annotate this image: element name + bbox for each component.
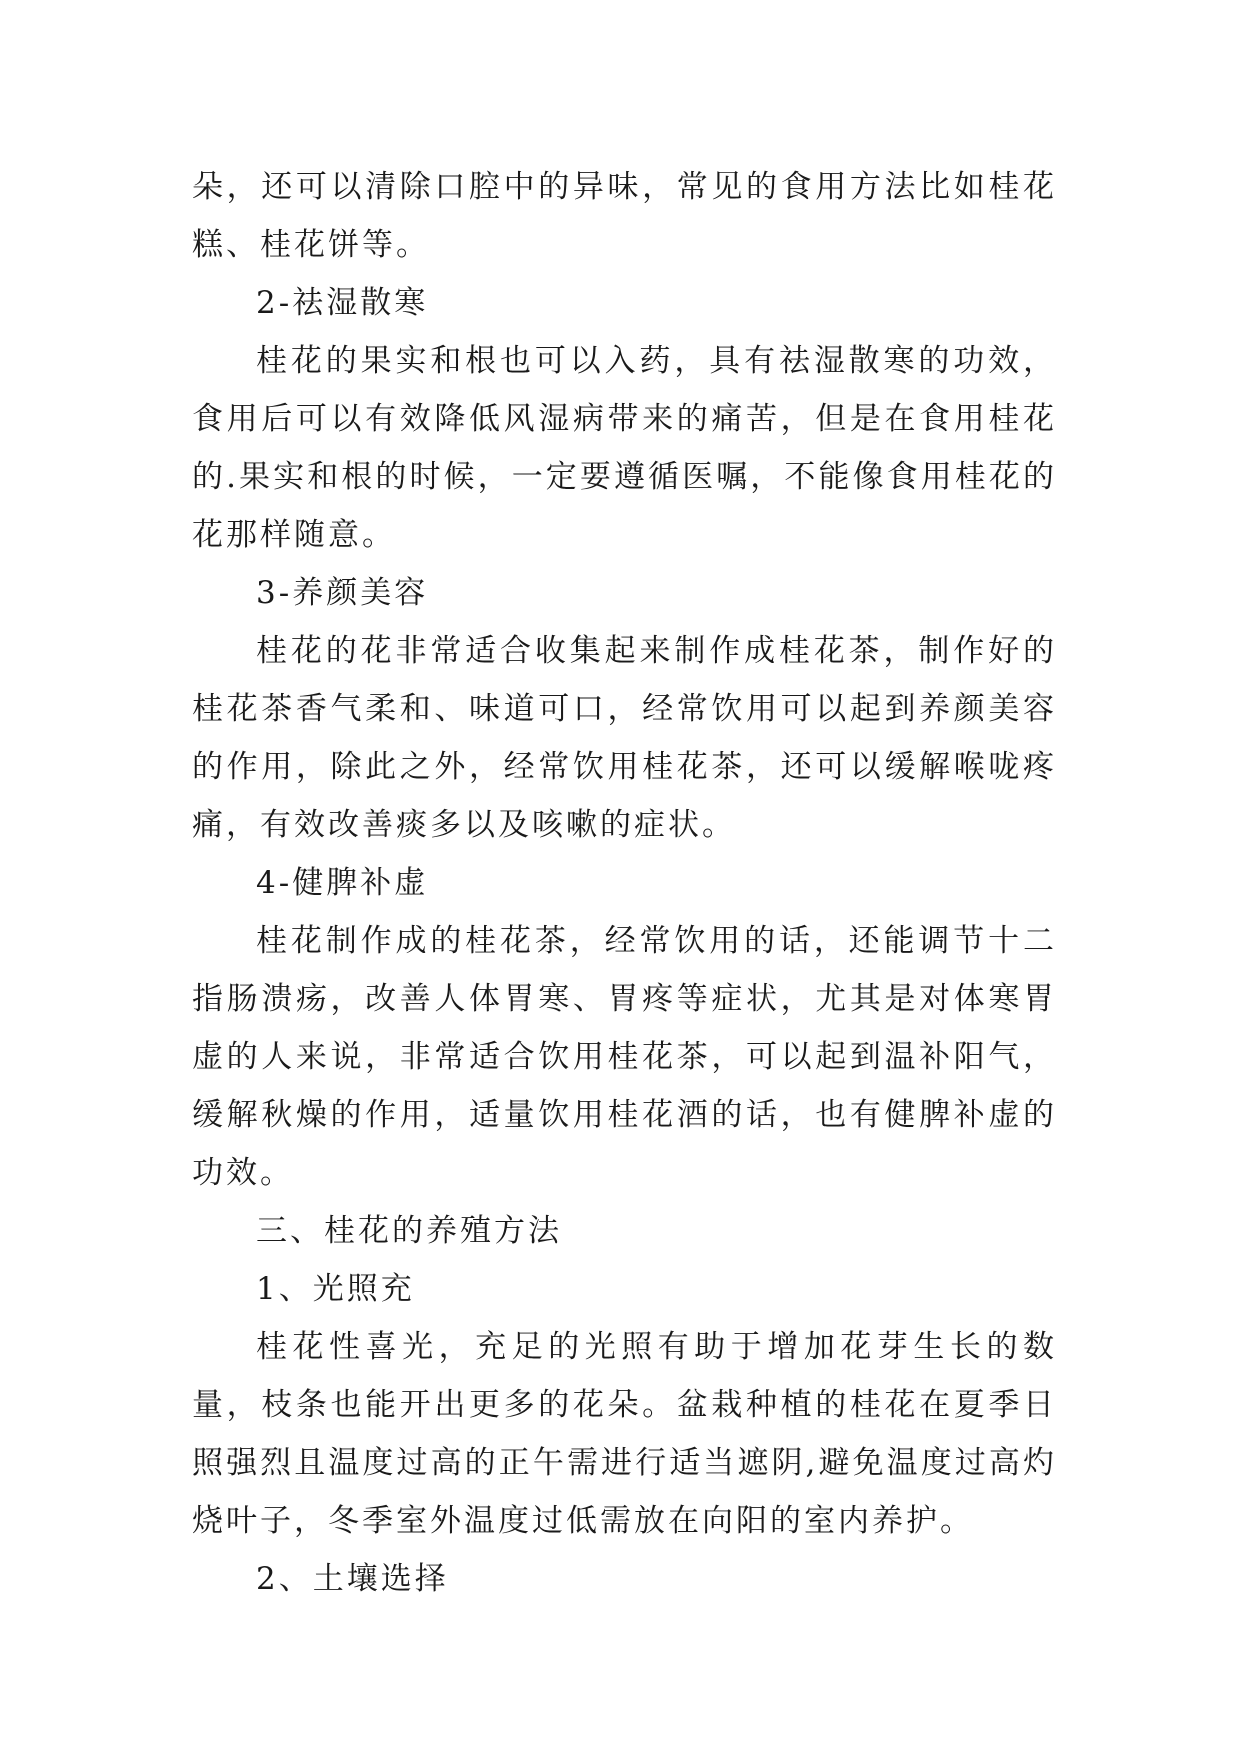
document-body: [192, 158, 1057, 1608]
section-heading-cultivation: 三、桂花的养殖方法: [256, 1213, 562, 1249]
section-heading-beauty: 3-养颜美容: [256, 575, 429, 611]
subsection-heading-light: 1、光照充: [256, 1271, 415, 1307]
paragraph-beauty: 桂花的花非常适合收集起来制作成桂花茶，制作好的桂花茶香气柔和、味道可口，经常饮用可以起到养颜美容的作用，除此之外，经常饮用桂花茶，还可以缓解喉咙疼痛，有效改善痰多以及咳嗽的症状。: [192, 633, 1057, 843]
paragraph-dispel-dampness: 桂花的果实和根也可以入药，具有祛湿散寒的功效，食用后可以有效降低风湿病带来的痛苦，但是在食用桂花的.果实和根的时候，一定要遵循医嘱，不能像食用桂花的花那样随意。: [192, 343, 1057, 553]
section-heading-dispel-dampness: 2-祛湿散寒: [256, 285, 429, 321]
paragraph-continuation: 朵，还可以清除口腔中的异味，常见的食用方法比如桂花糕、桂花饼等。: [192, 169, 1057, 263]
section-heading-spleen: 4-健脾补虚: [256, 865, 429, 901]
subsection-heading-soil: 2、土壤选择: [256, 1561, 449, 1597]
paragraph-spleen: 桂花制作成的桂花茶，经常饮用的话，还能调节十二指肠溃疡，改善人体胃寒、胃疼等症状，尤其是对体寒胃虚的人来说，非常适合饮用桂花茶，可以起到温补阳气，缓解秋燥的作用，适量饮用桂花酒的话，也有健脾补虚的功效。: [192, 923, 1057, 1191]
paragraph-light: 桂花性喜光，充足的光照有助于增加花芽生长的数量，枝条也能开出更多的花朵。盆栽种植的桂花在夏季日照强烈且温度过高的正午需进行适当遮阴,避免温度过高灼烧叶子，冬季室外温度过低需放在向阳的室内养护。: [192, 1329, 1057, 1539]
